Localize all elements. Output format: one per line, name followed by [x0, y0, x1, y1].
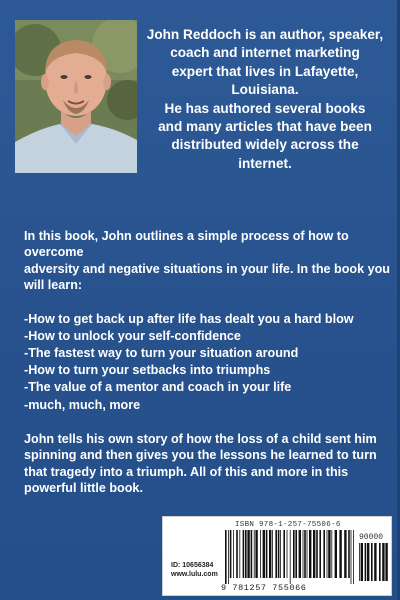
barcode-bar [269, 530, 271, 578]
barcode-bar [348, 530, 350, 578]
lulu-id: ID: 10656384 www.lulu.com [171, 562, 218, 578]
barcode-bar [275, 530, 277, 578]
barcode-bar [280, 530, 281, 578]
barcode-bar [304, 530, 306, 578]
barcode-bar [353, 530, 354, 584]
barcode-bar [351, 530, 352, 584]
barcode-bar [371, 543, 373, 581]
description-intro: In this book, John outlines a simple process of how to overcome adversity and negative situations in your life. In the book you will learn: [24, 229, 390, 293]
barcode-label [162, 516, 392, 596]
barcode-bar [233, 530, 234, 578]
barcode-bar [243, 530, 245, 578]
barcode-bar [309, 530, 311, 578]
barcode-bar [295, 530, 297, 578]
isbn-number: ISBN 978-1-257-75506-6 [235, 521, 341, 529]
ean-number: 9 781257 755066 [221, 583, 307, 593]
barcode-bar [299, 530, 301, 578]
barcode-bar [283, 530, 285, 578]
barcode-bar [278, 530, 280, 578]
learn-item: -How to turn your setbacks into triumphs [24, 363, 271, 378]
barcode-bar [335, 530, 337, 578]
learn-item: -The fastest way to turn your situation around [24, 346, 299, 361]
barcode-bar [323, 530, 325, 578]
price-addon-number: 90000 [359, 533, 384, 542]
barcode-bar [254, 530, 255, 578]
barcode-bar [367, 543, 369, 581]
barcode-bar [361, 543, 363, 581]
barcode-bar [307, 530, 308, 578]
barcode-bar [331, 530, 332, 578]
barcode-bar [225, 530, 227, 584]
barcode-bar [272, 530, 273, 578]
description-closing: John tells his own story of how the loss of a child sent him spinning and then gives you the lessons he learned to turn that tragedy into a triumph. All of this and more in this powerful little book. [24, 431, 377, 496]
learn-item: -How to get back up after life has dealt you a hard blow [24, 311, 354, 326]
barcode-bar [365, 543, 367, 581]
barcode-bar [251, 530, 253, 578]
barcode-bar [263, 530, 265, 578]
book-description [24, 228, 396, 496]
barcode-bar [260, 530, 261, 578]
barcode-bar [290, 530, 291, 584]
barcode-bar [328, 530, 330, 578]
barcode-bar [385, 543, 387, 581]
barcode-bar [359, 543, 360, 581]
learn-list [24, 311, 396, 414]
barcode-bar [303, 530, 304, 578]
barcode-bar [379, 543, 381, 581]
author-photo [15, 20, 137, 173]
barcode-bar [287, 530, 288, 578]
addon-barcode-icon [359, 543, 389, 587]
barcode-bar [245, 530, 247, 578]
barcode-bar [266, 530, 268, 578]
learn-item: -The value of a mentor and coach in your life [24, 380, 292, 395]
barcode-bar [236, 530, 238, 578]
barcode-bar [293, 530, 295, 578]
learn-item: -much, much, more [24, 397, 141, 412]
barcode-bar [339, 530, 341, 578]
author-bio: John Reddoch is an author, speaker, coach and internet marketing expert that lives in Lafayette, Louisiana. He has authored several books and many articles that have been distributed widely across the internet. [146, 27, 384, 171]
barcode-bar [230, 530, 232, 578]
barcode-bar [344, 530, 346, 578]
barcode-bar [313, 530, 315, 578]
ean-barcode-icon [225, 530, 355, 584]
barcode-bar [247, 530, 249, 578]
barcode-bar [327, 530, 328, 578]
barcode-bar [319, 530, 321, 578]
learn-item: -How to unlock your self-confidence [24, 328, 241, 343]
barcode-bar [374, 543, 376, 581]
barcode-bar [382, 543, 384, 581]
barcode-bar [316, 530, 318, 578]
barcode-bar [255, 530, 257, 578]
barcode-bar [239, 530, 240, 578]
barcode-bar [228, 530, 229, 584]
